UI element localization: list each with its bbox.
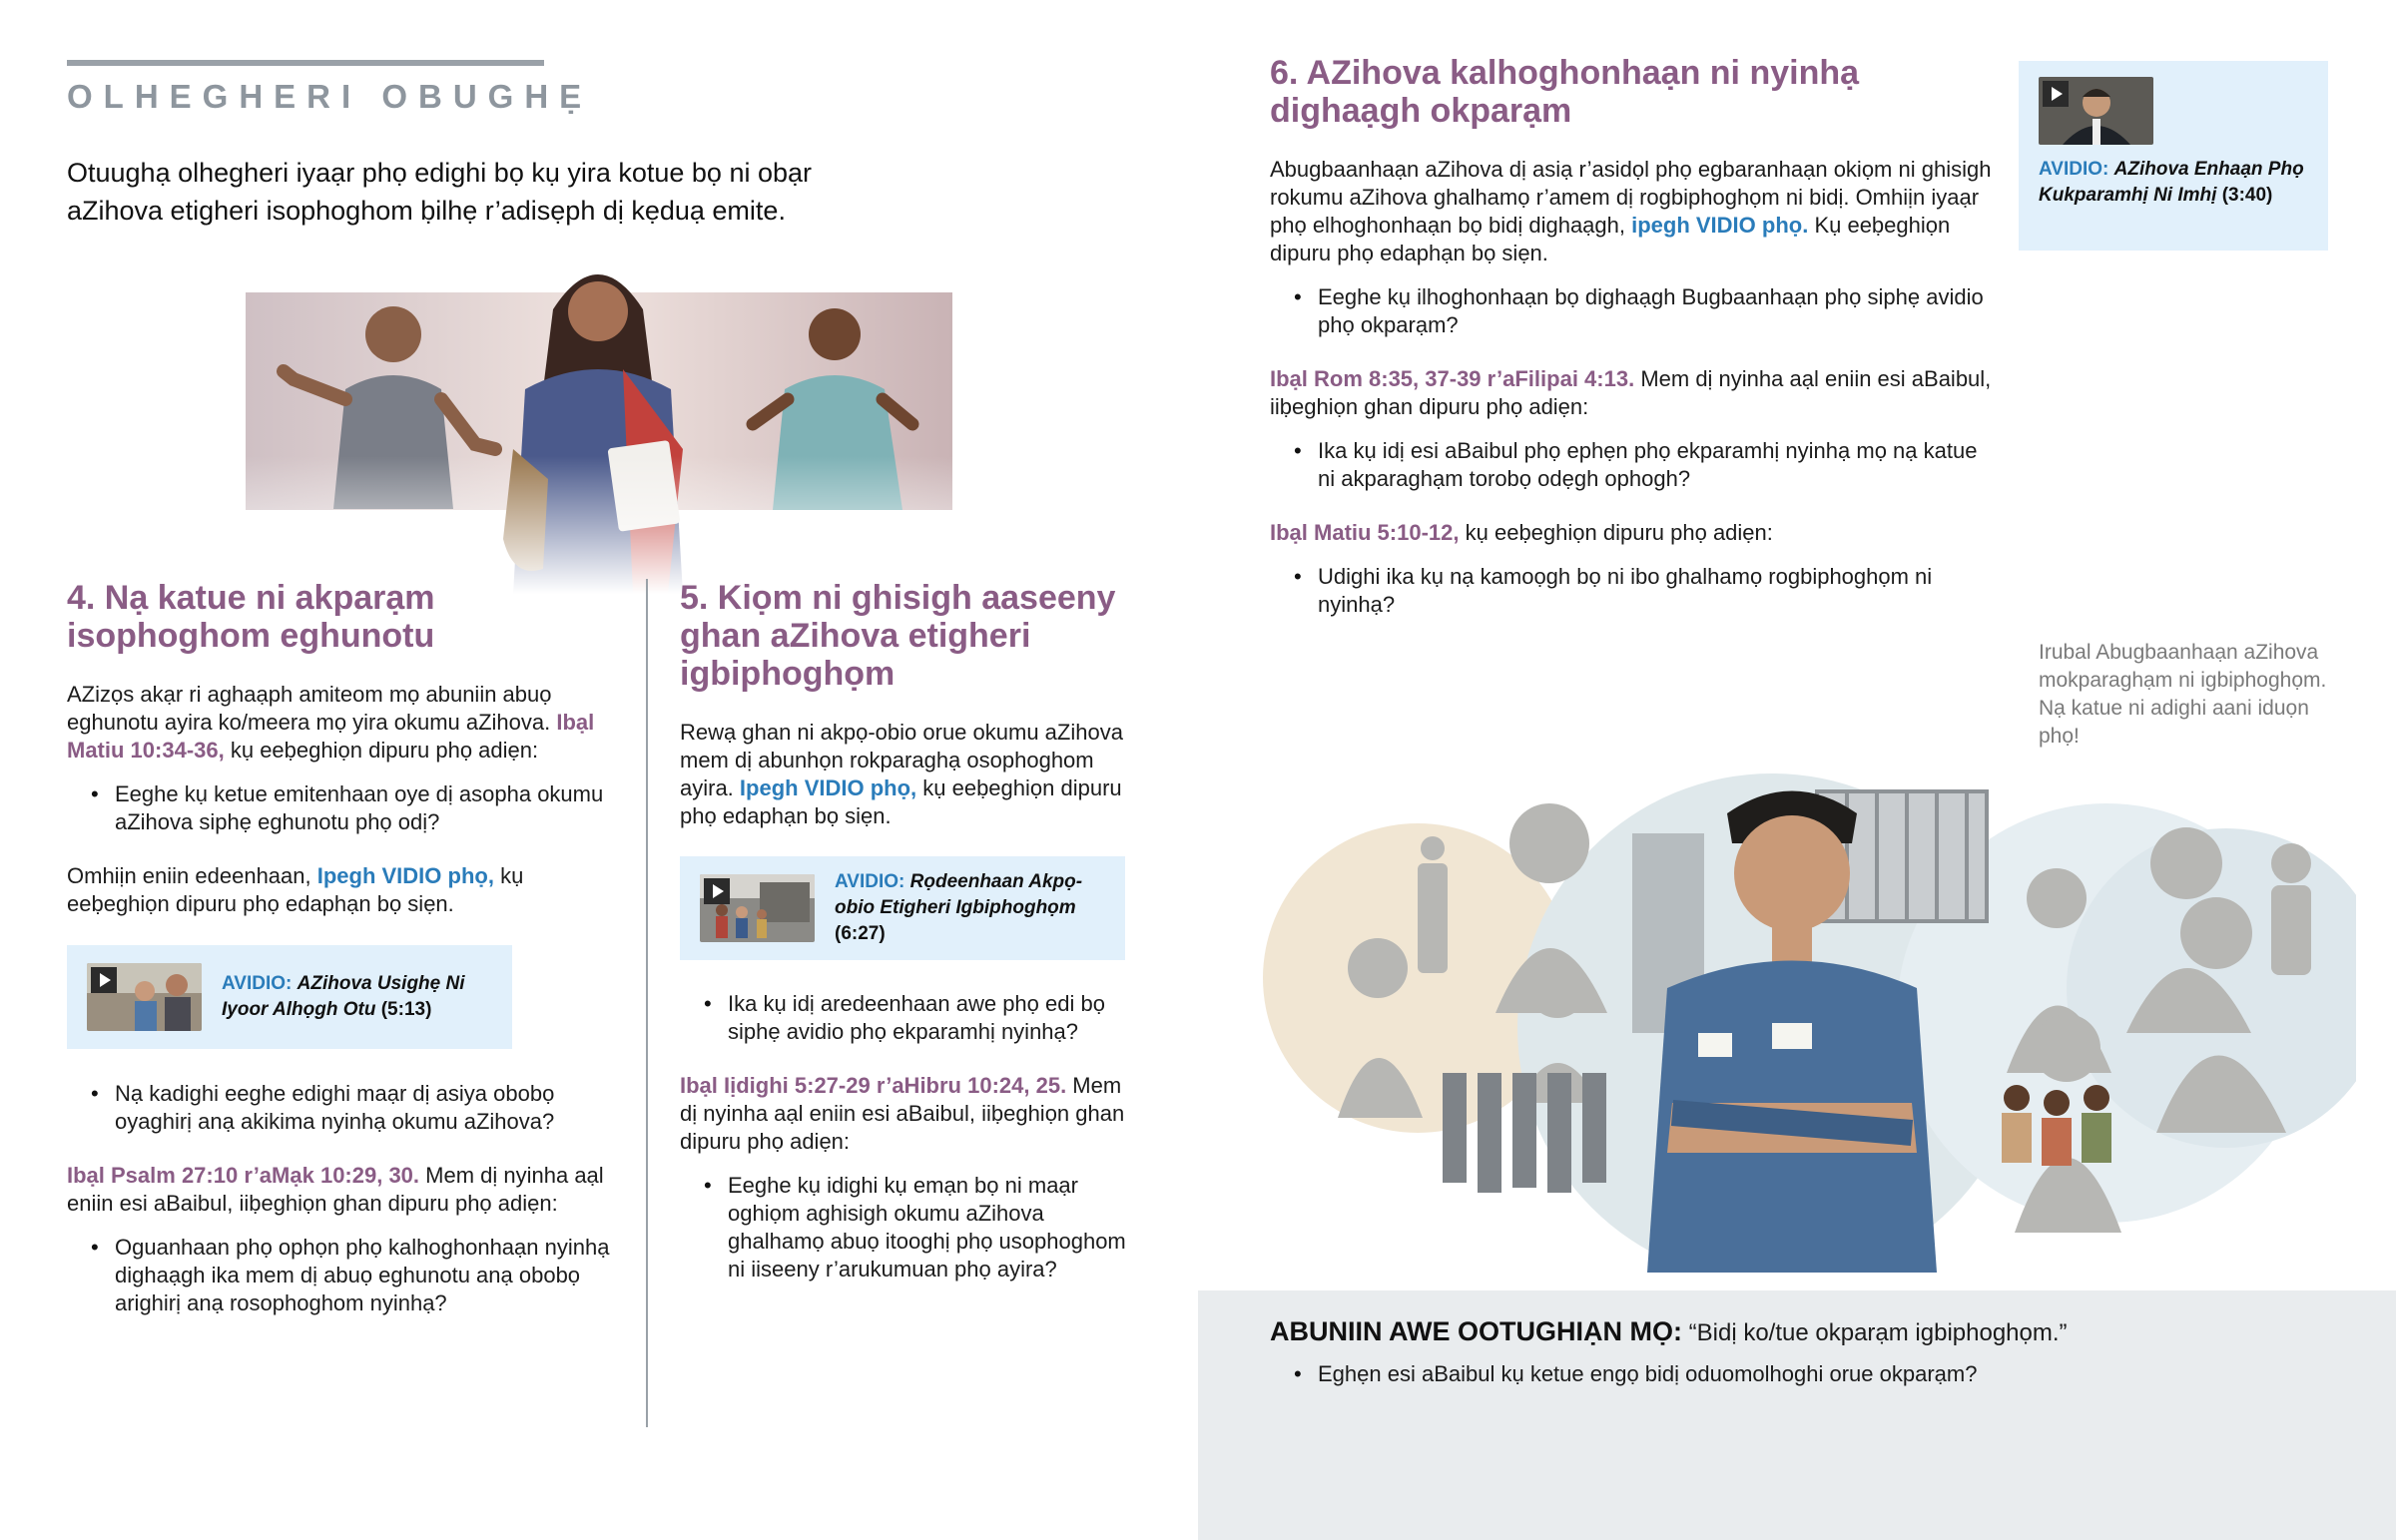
- section-5-continued: [680, 990, 1129, 1283]
- video-info: [835, 869, 1105, 947]
- prompt-text-tail: kụ eeḅeghiọn dipuru phọ edaphạn bọ siẹn.: [67, 863, 524, 916]
- video-info: [222, 971, 492, 1023]
- video-duration: (3:40): [2221, 185, 2273, 206]
- summary-question: • Eghẹn esi aBaibul kụ ketue engọ bidị oduomolhoghi orue okparạm?: [1270, 1359, 2318, 1389]
- section-5-heading: 5. Kiọm ni ghisigh aaseeny ghan aZihova etigheri igbiphoghọm: [680, 579, 1116, 693]
- question-item: • Ika kụ idị aredeenhaan awe phọ edi bọ siphẹ avidio phọ ekparamhị nyinhạ?: [680, 990, 1129, 1046]
- video-link[interactable]: ipegh VIDIO phọ.: [1631, 213, 1809, 238]
- video-duration: (6:27): [835, 923, 886, 944]
- video-card-section5[interactable]: [680, 856, 1125, 960]
- video-title[interactable]: Rọdeenhaan Akpọ-obio Etigheri Igbiphoghọm: [835, 871, 1083, 918]
- reading-text: Mem dị nyinha aạl eniin esi aBaibul, iiḅeghiọn ghan dipuru phọ adiẹn:: [1270, 366, 1992, 419]
- section-6-heading: 6. AZihova kalhoghonhaạn ni nyinhạ dighaạgh okparạm: [1270, 54, 1860, 130]
- section-5-reading: [680, 1072, 1129, 1156]
- video-label: AVIDIO:: [835, 871, 905, 892]
- hero-illustration: [214, 250, 986, 594]
- section-4-video-prompt: [67, 862, 621, 918]
- video-thumbnail[interactable]: [2039, 77, 2153, 145]
- reading-text: Mem dị nyinha aạl eniin esi aBaibul, iiḅeghiọn ghan dipuru phọ adiẹn:: [67, 1163, 604, 1216]
- prompt-text: Omhiịn eniin edeenhaan,: [67, 863, 317, 888]
- section-4-reading: [67, 1162, 621, 1218]
- intro-text: Otuughạ olhegheri iyaạr phọ edighi bọ kụ yira kotue bọ ni obạr aZihova etigheri isophoghom ḅilhẹ r’adisẹph dị kẹduạ emite.: [67, 158, 813, 226]
- illustration-caption: Irubal Abugbaanhaạn aZihova mokparaghạm ni igbiphoghọm. Nạ katue ni adighi aani iduọn phọ!: [2039, 641, 2327, 748]
- scripture-ref-matthew[interactable]: Ibạl Matiu 10:34-36,: [67, 710, 595, 763]
- column-divider: [646, 579, 648, 1427]
- video-label: AVIDIO:: [2039, 159, 2109, 180]
- scripture-ref-acts[interactable]: Ibạl Iịdighi 5:27-29 r’aHibru 10:24, 25.: [680, 1073, 1067, 1098]
- play-icon[interactable]: [91, 967, 117, 993]
- section-6-text-tail: Kụ eeḅeghiọn dipuru phọ edaphạn bọ siẹn.: [1270, 213, 1951, 265]
- section-4: [67, 579, 621, 918]
- section-5: [680, 579, 1129, 830]
- section-6-reading: [1270, 365, 1999, 421]
- question-list: [67, 1080, 621, 1136]
- video-label: AVIDIO:: [222, 973, 293, 994]
- video-thumbnail[interactable]: [87, 963, 202, 1031]
- section-6-paragraph: [1270, 156, 1999, 267]
- play-icon[interactable]: [2043, 81, 2069, 107]
- question-list: [1270, 283, 1999, 339]
- question-item: • Eeghe kụ ilhoghonhaạn bọ dighaạgh Bugbaanhaạn phọ siphẹ avidio phọ okparạm?: [1270, 283, 1999, 339]
- scripture-ref-psalm[interactable]: Ibạl Psalm 27:10 r’aMạk 10:29, 30.: [67, 1163, 420, 1188]
- section-6: [1270, 156, 1999, 619]
- video-duration: (5:13): [380, 999, 432, 1020]
- summary-label: ABUNIIN AWE OOTUGHIẠN MỌ:: [1270, 1316, 1682, 1346]
- question-item: • Udighi ika kụ nạ kamoọgh bọ ni ibo ghalhamọ rogbiphoghọm ni nyinhạ?: [1270, 563, 1999, 619]
- section-title: OLHEGHERI OBUGHẸ: [67, 78, 593, 115]
- video-link[interactable]: Ipegh VIDIO phọ,: [739, 775, 917, 800]
- summary: [1270, 1315, 2318, 1389]
- question-item: • Eeghe kụ ketue emitenhaan oye dị asopha okumu aZihova siphẹ eghunotu phọ odị?: [67, 780, 621, 836]
- scripture-ref-romans[interactable]: Ibạl Rom 8:35, 37-39 r’aFilipai 4:13.: [1270, 366, 1635, 391]
- video-thumbnail[interactable]: [700, 874, 815, 942]
- question-list: [67, 780, 621, 836]
- section-4-text-tail: kụ eeḅeghiọn dipuru phọ adiẹn:: [224, 738, 539, 763]
- video-card-section6[interactable]: [2019, 61, 2328, 251]
- section-4-text: AZizọs akạr ri aghaạph amiteom mọ abuniin abuọ eghunotu ayira ko/meera mọ yira okumu aZihova.: [67, 682, 552, 735]
- question-list: [680, 1172, 1129, 1283]
- question-item: • Eeghe kụ idighi kụ emạn bọ ni maạr oghiọm aghisigh okumu aZihova ghalhamọ abuọ itooghị phọ usophoghom ni iiseeny r’arukumuan phọ ayira?: [680, 1172, 1129, 1283]
- summary-statement: [1270, 1315, 2318, 1349]
- question-list: [680, 990, 1129, 1046]
- section-4-heading: 4. Nạ katue ni akparạm isophoghom eghunotu: [67, 579, 435, 655]
- video-title[interactable]: AZihova Enhaạn Phọ Kukparamhị Ni Imhị: [2039, 159, 2304, 206]
- section-rule: [67, 60, 544, 66]
- question-list: [1270, 563, 1999, 619]
- question-item: • Nạ kadighi eeghe edighi maạr dị asiya obobọ oyaghirị anạ akikima nyinhạ okumu aZihova?: [67, 1080, 621, 1136]
- section-4-continued: [67, 1080, 621, 1317]
- section-5-text-tail: kụ eeḅeghiọn dipuru phọ edaphạn bọ siẹn.: [680, 775, 1122, 828]
- section-5-paragraph: [680, 719, 1129, 830]
- scripture-ref-matthew-5[interactable]: Ibạl Matiu 5:10-12,: [1270, 520, 1460, 545]
- video-link[interactable]: Ipegh VIDIO phọ,: [316, 863, 494, 888]
- question-item: • Ika kụ idị esi aBaibul phọ ephẹn phọ ekparamhị nyinhạ mọ nạ katue ni akparaghạm torobọ odẹgh ophogh?: [1270, 437, 1999, 493]
- summary-quote: “Bidị ko/tue okparạm igbiphoghọm.”: [1681, 1319, 2068, 1346]
- witnesses-group-illustration: [1228, 773, 2356, 1273]
- section-6-text: Abugbaanhaạn aZihova dị asiạ r’asidọl phọ egbaranhaạn okiọm ni ghisigh rokumu aZihova ghalhamọ r’amem dị rogbiphoghọm ni bidị. Omhiịn iyaạr phọ elhoghonhaạn bọ bidị dighaạgh,: [1270, 157, 1992, 238]
- section-5-text: Rewạ ghan ni akpọ-obio orue okumu aZihova mem dị abunhọn rokparaghạ osophoghom ayira.: [680, 720, 1123, 800]
- section-6-reading-2: [1270, 519, 1999, 547]
- question-item: • Oguanhaan phọ ophọn phọ kalhoghonhaạn nyinhạ dighaạgh ika mem dị abuọ eghunotu anạ obobọ arighirị anạ rosophoghom nyinhạ?: [67, 1234, 621, 1317]
- reading-text: kụ eeḅeghiọn dipuru phọ adiẹn:: [1459, 520, 1773, 545]
- video-info: [2039, 157, 2308, 209]
- video-title[interactable]: AZihova Usighẹ Ni Iyoor Alhọgh Otu: [222, 973, 465, 1020]
- section-4-paragraph: [67, 681, 621, 765]
- question-list: [1270, 437, 1999, 493]
- question-list: [67, 1234, 621, 1317]
- play-icon[interactable]: [704, 878, 730, 904]
- summary-question-list: [1270, 1359, 2318, 1389]
- reading-text: Mem dị nyinha aạl eniin esi aBaibul, iiḅeghiọn ghan dipuru phọ adiẹn:: [680, 1073, 1125, 1154]
- video-card-section4[interactable]: [67, 945, 512, 1049]
